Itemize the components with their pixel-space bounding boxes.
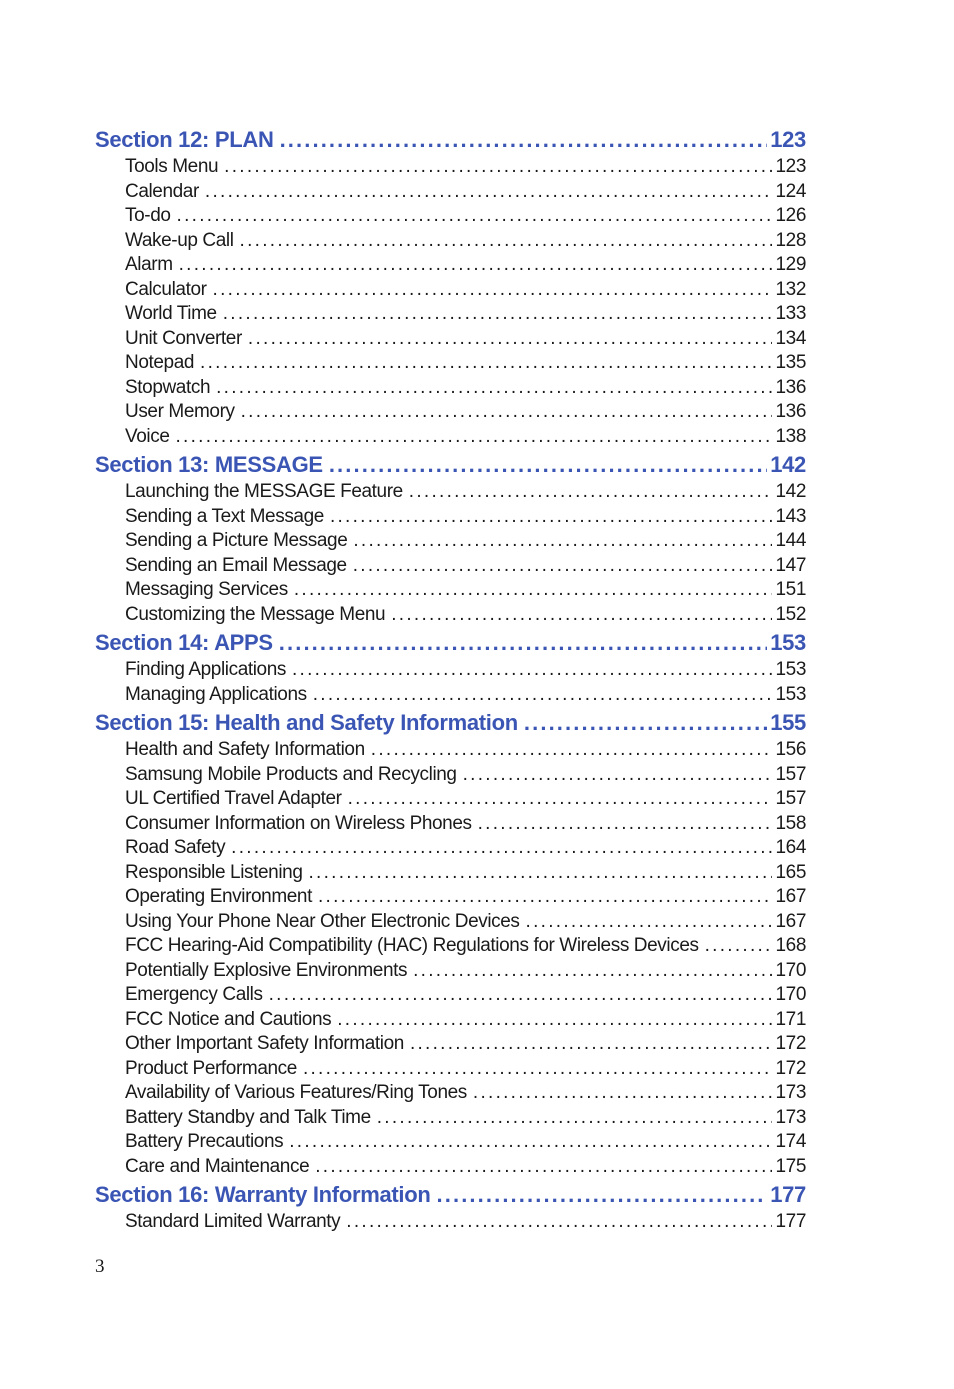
toc-entry-link[interactable] — [95, 1032, 806, 1057]
entry-title: Using Your Phone Near Other Electronic Devices — [125, 910, 520, 932]
entry-page-number: 167 — [775, 910, 806, 932]
entry-page-number: 151 — [775, 579, 806, 600]
entry-title: Standard Limited Warranty — [125, 1211, 341, 1232]
entry-title: Wake-up Call — [125, 229, 234, 251]
section-heading-link[interactable] — [95, 707, 806, 738]
dot-leader — [526, 910, 773, 935]
entry-page-number: 173 — [775, 1082, 806, 1103]
entry-page-number: 158 — [775, 812, 806, 834]
section-heading-link[interactable] — [95, 1179, 806, 1210]
entry-page-number: 143 — [775, 505, 806, 527]
toc-entry-link[interactable] — [95, 738, 806, 763]
entry-title: User Memory — [125, 401, 235, 422]
entry-page-number: 157 — [775, 763, 806, 785]
entry-title: Other Important Safety Information — [125, 1033, 404, 1054]
dot-leader — [289, 1130, 772, 1155]
entry-title: Samsung Mobile Products and Recycling — [125, 763, 457, 785]
section-page-number: 123 — [770, 127, 806, 152]
entry-page-number: 168 — [775, 935, 806, 956]
toc-entry-link[interactable] — [95, 425, 806, 450]
dot-leader — [346, 1210, 772, 1235]
dot-leader — [177, 204, 773, 229]
toc-entry-link[interactable] — [95, 480, 806, 505]
toc-entry-link[interactable] — [95, 302, 806, 327]
dot-leader — [377, 1106, 773, 1131]
entry-page-number: 144 — [775, 530, 806, 551]
toc-entry-link[interactable] — [95, 1210, 806, 1235]
toc-entry-link[interactable] — [95, 180, 806, 205]
dot-leader — [315, 1155, 772, 1180]
toc-entry-link[interactable] — [95, 155, 806, 180]
entry-title: FCC Hearing-Aid Compatibility (HAC) Regulations for Wireless Devices — [125, 935, 699, 956]
toc-entry-link[interactable] — [95, 1057, 806, 1082]
entry-page-number: 142 — [775, 481, 806, 502]
entry-title: Stopwatch — [125, 376, 211, 398]
entry-title: Managing Applications — [125, 683, 307, 705]
dot-leader — [391, 603, 772, 628]
section-page-number: 153 — [770, 630, 806, 655]
entry-title: Potentially Explosive Environments — [125, 959, 408, 981]
entry-page-number: 153 — [775, 659, 806, 680]
entry-page-number: 134 — [775, 327, 806, 349]
entry-page-number: 132 — [775, 278, 806, 300]
toc-entry-link[interactable] — [95, 554, 806, 579]
entry-title: FCC Notice and Cautions — [125, 1008, 332, 1030]
toc-entry-link[interactable] — [95, 861, 806, 886]
toc-entry-link[interactable] — [95, 578, 806, 603]
dot-leader — [413, 959, 772, 984]
entry-title: Health and Safety Information — [125, 739, 365, 760]
entry-title: Launching the MESSAGE Feature — [125, 481, 403, 502]
entry-page-number: 172 — [775, 1033, 806, 1054]
dot-leader — [371, 738, 773, 763]
section-title: Section 16: Warranty Information — [95, 1182, 431, 1207]
dot-leader — [303, 1057, 773, 1082]
dot-leader — [179, 253, 773, 278]
page-number: 3 — [95, 1256, 105, 1277]
entry-page-number: 133 — [775, 303, 806, 324]
entry-title: Finding Applications — [125, 659, 286, 680]
entry-title: Product Performance — [125, 1057, 297, 1079]
toc-entry-link[interactable] — [95, 1155, 806, 1180]
dot-leader — [478, 812, 773, 837]
section-title: Section 15: Health and Safety Information — [95, 710, 518, 735]
dot-leader — [224, 155, 772, 180]
entry-title: Calculator — [125, 278, 207, 300]
entry-title: Alarm — [125, 254, 173, 275]
section-heading-link[interactable] — [95, 449, 806, 480]
dot-leader — [279, 627, 767, 658]
toc-entry-link[interactable] — [95, 229, 806, 254]
toc-entry-link[interactable] — [95, 376, 806, 401]
entry-page-number: 123 — [775, 156, 806, 177]
toc-entry-link[interactable] — [95, 1106, 806, 1131]
dot-leader — [473, 1081, 773, 1106]
entry-title: Sending a Picture Message — [125, 530, 348, 551]
toc-entry-link[interactable] — [95, 658, 806, 683]
toc-entry-link[interactable] — [95, 253, 806, 278]
toc-entry-link[interactable] — [95, 836, 806, 861]
dot-leader — [348, 787, 773, 812]
entry-page-number: 126 — [775, 205, 806, 226]
dot-leader — [280, 124, 768, 155]
dot-leader — [294, 578, 773, 603]
dot-leader — [524, 707, 767, 738]
dot-leader — [240, 229, 773, 254]
entry-page-number: 165 — [775, 861, 806, 883]
entry-title: Customizing the Message Menu — [125, 603, 386, 625]
toc-entry-link[interactable] — [95, 787, 806, 812]
entry-page-number: 156 — [775, 739, 806, 760]
toc-entry-link[interactable] — [95, 763, 806, 788]
section-page-number: 177 — [770, 1182, 806, 1207]
entry-page-number: 173 — [775, 1106, 806, 1128]
entry-title: Unit Converter — [125, 327, 242, 349]
entry-page-number: 147 — [775, 554, 806, 576]
dot-leader — [313, 683, 773, 708]
dot-leader — [175, 425, 772, 450]
entry-title: World Time — [125, 303, 217, 324]
dot-leader — [409, 480, 773, 505]
dot-leader — [216, 376, 772, 401]
dot-leader — [410, 1032, 773, 1057]
dot-leader — [705, 934, 773, 959]
entry-title: Emergency Calls — [125, 984, 263, 1005]
dot-leader — [205, 180, 773, 205]
entry-page-number: 135 — [775, 352, 806, 373]
entry-title: Battery Standby and Talk Time — [125, 1106, 371, 1128]
dot-leader — [337, 1008, 772, 1033]
entry-title: Calendar — [125, 180, 199, 202]
entry-title: Voice — [125, 425, 170, 447]
entry-page-number: 175 — [775, 1155, 806, 1177]
entry-page-number: 136 — [775, 376, 806, 398]
dot-leader — [248, 327, 773, 352]
entry-page-number: 128 — [775, 229, 806, 251]
entry-page-number: 152 — [775, 603, 806, 625]
entry-title: Tools Menu — [125, 156, 219, 177]
entry-page-number: 172 — [775, 1057, 806, 1079]
toc-entry-link[interactable] — [95, 1008, 806, 1033]
dot-leader — [353, 554, 773, 579]
toc-entry-link[interactable] — [95, 1130, 806, 1155]
entry-page-number: 170 — [775, 984, 806, 1005]
entry-title: To-do — [125, 205, 171, 226]
section-page-number: 142 — [770, 452, 806, 477]
entry-title: Responsible Listening — [125, 861, 303, 883]
toc-entry-link[interactable] — [95, 351, 806, 376]
section-heading-link[interactable] — [95, 124, 806, 155]
section-title: Section 13: MESSAGE — [95, 452, 323, 477]
entry-title: Availability of Various Features/Ring Tones — [125, 1082, 467, 1103]
entry-page-number: 170 — [775, 959, 806, 981]
dot-leader — [213, 278, 773, 303]
section-page-number: 155 — [770, 710, 806, 735]
dot-leader — [241, 400, 773, 425]
toc-entry-link[interactable] — [95, 812, 806, 837]
toc-entry-link[interactable] — [95, 910, 806, 935]
entry-title: Care and Maintenance — [125, 1155, 310, 1177]
entry-title: Messaging Services — [125, 579, 288, 600]
dot-leader — [292, 658, 772, 683]
dot-leader — [223, 302, 773, 327]
entry-title: UL Certified Travel Adapter — [125, 788, 342, 809]
dot-leader — [231, 836, 772, 861]
dot-leader — [318, 885, 773, 910]
toc-entry-link[interactable] — [95, 934, 806, 959]
dot-leader — [463, 763, 773, 788]
dot-leader — [269, 983, 773, 1008]
toc-entry-link[interactable] — [95, 327, 806, 352]
toc-entry-link[interactable] — [95, 204, 806, 229]
section-title: Section 14: APPS — [95, 630, 273, 655]
dot-leader — [353, 529, 772, 554]
entry-page-number: 167 — [775, 886, 806, 907]
toc-entry-link[interactable] — [95, 400, 806, 425]
table-of-contents — [95, 124, 806, 1235]
entry-title: Sending a Text Message — [125, 505, 324, 527]
toc-entry-link[interactable] — [95, 1081, 806, 1106]
dot-leader — [330, 505, 773, 530]
toc-entry-link[interactable] — [95, 278, 806, 303]
entry-page-number: 129 — [775, 254, 806, 275]
entry-page-number: 124 — [775, 180, 806, 202]
entry-page-number: 171 — [775, 1008, 806, 1030]
dot-leader — [200, 351, 772, 376]
toc-entry-link[interactable] — [95, 885, 806, 910]
entry-page-number: 164 — [775, 837, 806, 858]
toc-entry-link[interactable] — [95, 529, 806, 554]
entry-page-number: 157 — [775, 788, 806, 809]
section-heading-link[interactable] — [95, 627, 806, 658]
entry-page-number: 174 — [775, 1131, 806, 1152]
entry-title: Consumer Information on Wireless Phones — [125, 812, 472, 834]
section-title: Section 12: PLAN — [95, 127, 274, 152]
entry-page-number: 153 — [775, 683, 806, 705]
entry-title: Battery Precautions — [125, 1131, 284, 1152]
entry-title: Operating Environment — [125, 886, 312, 907]
dot-leader — [309, 861, 773, 886]
entry-page-number: 136 — [775, 401, 806, 422]
entry-title: Notepad — [125, 352, 195, 373]
toc-entry-link[interactable] — [95, 683, 806, 708]
toc-entry-link[interactable] — [95, 983, 806, 1008]
dot-leader — [437, 1179, 768, 1210]
toc-entry-link[interactable] — [95, 505, 806, 530]
toc-entry-link[interactable] — [95, 603, 806, 628]
entry-title: Road Safety — [125, 837, 226, 858]
entry-page-number: 177 — [775, 1211, 806, 1232]
entry-page-number: 138 — [775, 425, 806, 447]
entry-title: Sending an Email Message — [125, 554, 347, 576]
toc-entry-link[interactable] — [95, 959, 806, 984]
dot-leader — [329, 449, 767, 480]
